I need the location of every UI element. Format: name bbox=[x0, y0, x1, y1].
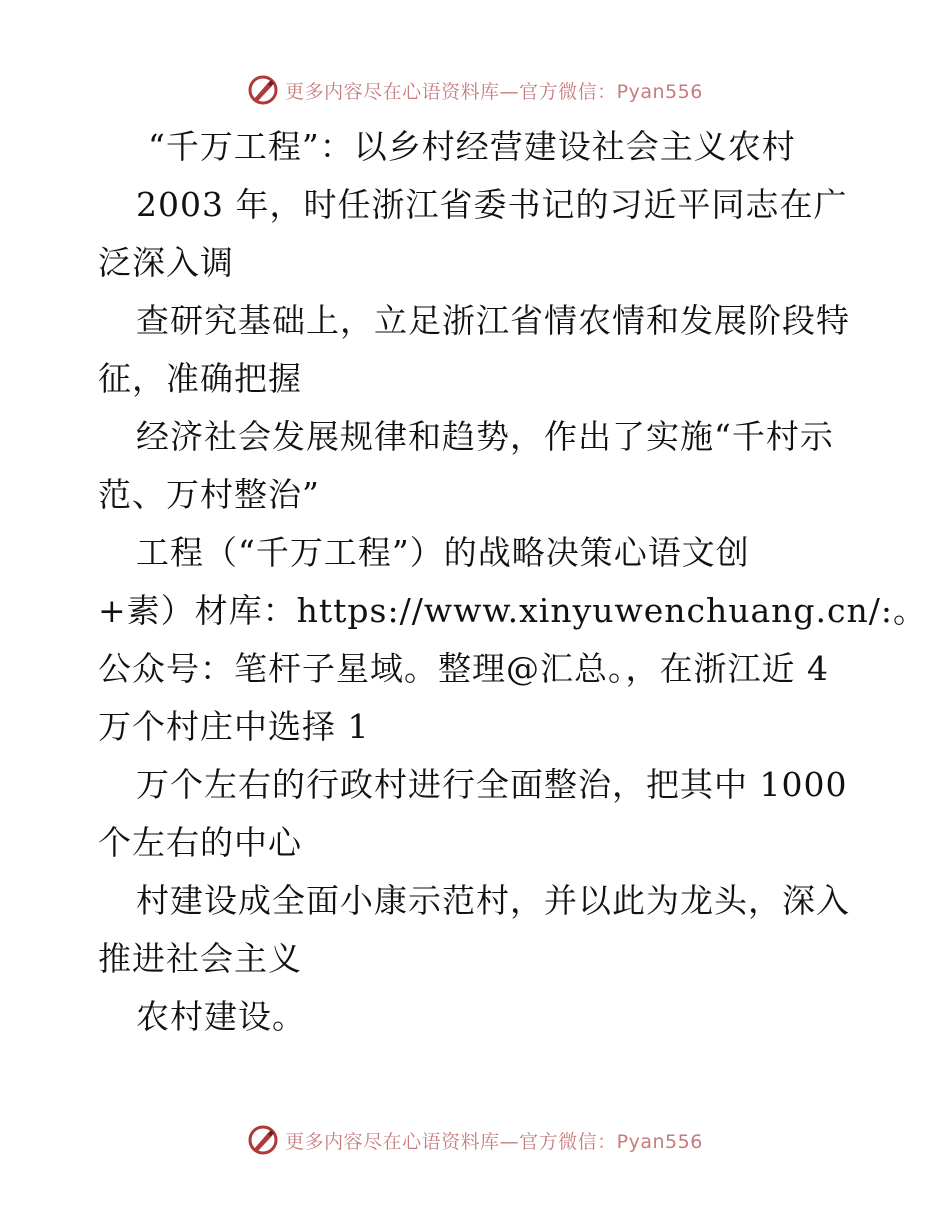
banner-text: 更多内容尽在心语资料库—官方微信：Pyan556 bbox=[285, 80, 703, 103]
paragraph-line: 范、万村整治” bbox=[98, 475, 320, 514]
paragraph-line: 农村建设。 bbox=[136, 997, 306, 1036]
paragraph-line: +素）材库：https://www.xinyuwenchuang.cn/:。 bbox=[98, 591, 928, 630]
paragraph-line: 推进社会主义 bbox=[98, 939, 302, 978]
document-title: “千万工程”：以乡村经营建设社会主义农村 bbox=[148, 127, 796, 166]
paragraph-line: 个左右的中心 bbox=[98, 823, 302, 862]
paragraph-line: 万个左右的行政村进行全面整治，把其中 1000 bbox=[136, 765, 848, 804]
paragraph-line: 经济社会发展规律和趋势，作出了实施“千村示 bbox=[136, 417, 834, 456]
paragraph-line: 万个村庄中选择 1 bbox=[98, 707, 370, 746]
document-body bbox=[98, 118, 928, 1046]
pen-logo-icon bbox=[247, 1124, 279, 1156]
paragraph-line: 征，准确把握 bbox=[98, 359, 302, 398]
paragraph-line: 泛深入调 bbox=[98, 243, 234, 282]
footer-banner bbox=[0, 1122, 950, 1158]
header-banner bbox=[0, 72, 950, 108]
paragraph-line: 2003 年，时任浙江省委书记的习近平同志在广 bbox=[136, 185, 848, 224]
paragraph-line: 公众号：笔杆子星域。整理@汇总。，在浙江近 4 bbox=[98, 649, 829, 688]
paragraph-line: 村建设成全面小康示范村，并以此为龙头，深入 bbox=[136, 881, 850, 920]
pen-logo-icon bbox=[247, 74, 279, 106]
banner-text: 更多内容尽在心语资料库—官方微信：Pyan556 bbox=[285, 1130, 703, 1153]
paragraph-line: 查研究基础上，立足浙江省情农情和发展阶段特 bbox=[136, 301, 850, 340]
paragraph-line: 工程（“千万工程”）的战略决策心语文创 bbox=[136, 533, 750, 572]
